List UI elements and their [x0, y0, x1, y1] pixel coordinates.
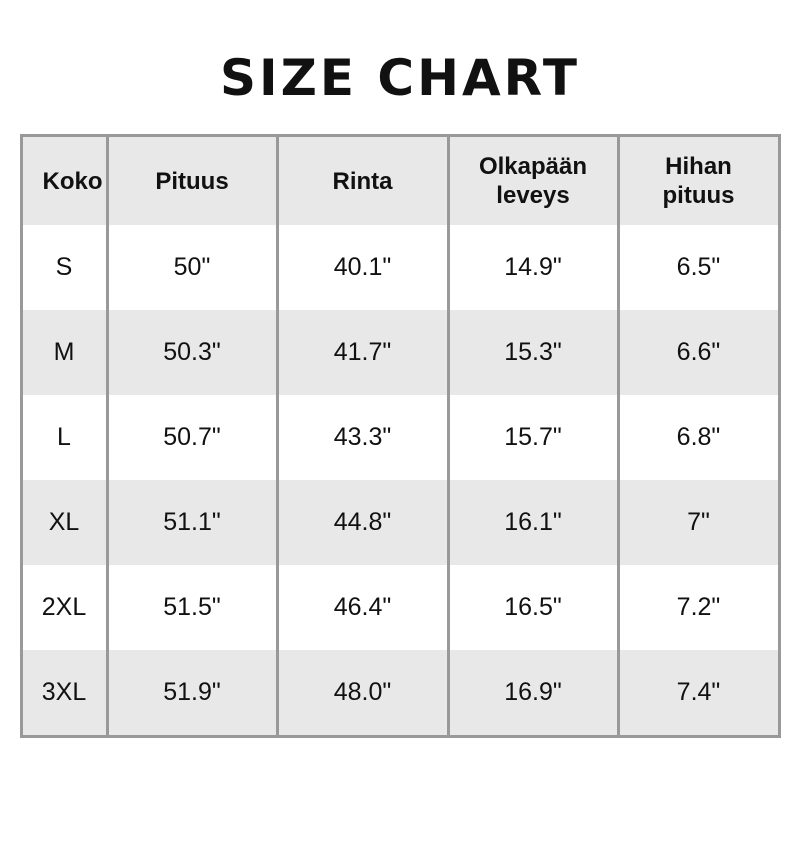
- cell-hihan-pituus: 6.5": [618, 225, 779, 310]
- column-header-pituus: Pituus: [107, 136, 277, 226]
- cell-hihan-pituus: 7.2": [618, 565, 779, 650]
- cell-rinta: 44.8": [277, 480, 448, 565]
- size-label: S: [21, 225, 107, 310]
- size-label: 2XL: [21, 565, 107, 650]
- cell-olkapaan-leveys: 15.7": [448, 395, 618, 480]
- table-row-3xl: [21, 650, 779, 737]
- cell-rinta: 48.0": [277, 650, 448, 737]
- size-label: M: [21, 310, 107, 395]
- cell-pituus: 51.1": [107, 480, 277, 565]
- table-row-xl: [21, 480, 779, 565]
- cell-rinta: 40.1": [277, 225, 448, 310]
- column-header-olkapaan-leveys: Olkapään leveys: [448, 136, 618, 226]
- cell-olkapaan-leveys: 14.9": [448, 225, 618, 310]
- cell-olkapaan-leveys: 16.9": [448, 650, 618, 737]
- cell-pituus: 51.9": [107, 650, 277, 737]
- page-title: SIZE CHART: [219, 49, 581, 107]
- cell-rinta: 43.3": [277, 395, 448, 480]
- cell-pituus: 50.3": [107, 310, 277, 395]
- table-row-2xl: [21, 565, 779, 650]
- size-chart-table: [20, 134, 781, 738]
- size-chart-page: [0, 49, 800, 738]
- header-row: [21, 136, 779, 226]
- cell-olkapaan-leveys: 16.1": [448, 480, 618, 565]
- cell-olkapaan-leveys: 16.5": [448, 565, 618, 650]
- cell-pituus: 50.7": [107, 395, 277, 480]
- column-header-koko: Koko: [21, 136, 107, 226]
- table-row-l: [21, 395, 779, 480]
- size-label: XL: [21, 480, 107, 565]
- cell-olkapaan-leveys: 15.3": [448, 310, 618, 395]
- cell-rinta: 46.4": [277, 565, 448, 650]
- cell-hihan-pituus: 6.6": [618, 310, 779, 395]
- cell-hihan-pituus: 7.4": [618, 650, 779, 737]
- cell-rinta: 41.7": [277, 310, 448, 395]
- cell-hihan-pituus: 7": [618, 480, 779, 565]
- cell-pituus: 51.5": [107, 565, 277, 650]
- cell-hihan-pituus: 6.8": [618, 395, 779, 480]
- column-header-rinta: Rinta: [277, 136, 448, 226]
- table-row-s: [21, 225, 779, 310]
- size-label: 3XL: [21, 650, 107, 737]
- size-label: L: [21, 395, 107, 480]
- table-row-m: [21, 310, 779, 395]
- column-header-hihan-pituus: Hihan pituus: [618, 136, 779, 226]
- cell-pituus: 50": [107, 225, 277, 310]
